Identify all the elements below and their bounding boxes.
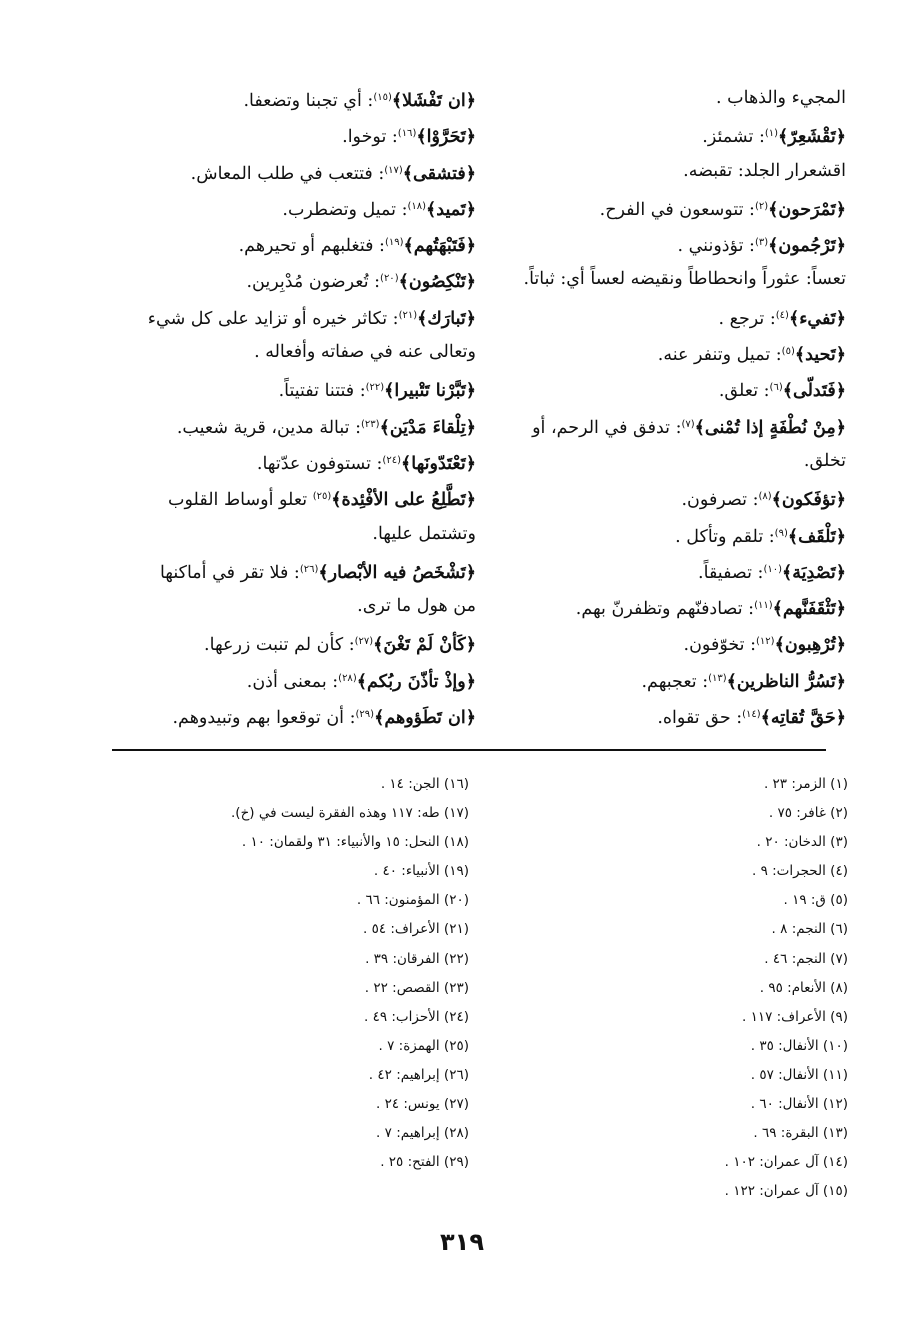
entry-line	[101, 624, 476, 660]
footnote: (٢١) الأعراف: ٥٤ .	[362, 921, 469, 938]
gloss-text: : فتتنا تفتيتاً.	[278, 381, 366, 402]
footnote-ref: (٢٢)	[365, 382, 385, 394]
continuation-text: تعساً: عثوراً وانحطاطاً ونقيضه لعساً أي: ثباتاً.	[523, 269, 846, 290]
gloss-text: : تشمئز.	[702, 127, 765, 148]
entry-line	[101, 334, 476, 370]
entry-line	[101, 516, 476, 552]
footnote-ref: (٢٩)	[355, 709, 375, 721]
footnote-ref: (٢٦)	[299, 563, 319, 575]
gloss-text: : تعلق.	[718, 381, 770, 402]
footnote: (٢٨) إبراهيم: ٧ .	[376, 1125, 469, 1142]
footnote-ref: (١٦)	[397, 128, 417, 140]
footnote: (٢) غافر: ٧٥ .	[768, 805, 848, 822]
footnotes-column-right	[548, 770, 848, 1206]
footnote-ref: (٤)	[775, 309, 789, 321]
quranic-term: ﴿تَميد﴾	[426, 199, 476, 220]
entry-line	[496, 516, 846, 552]
quranic-term: ﴿تَثْقَفَنَّهم﴾	[772, 599, 846, 620]
footnote-ref: (٢٤)	[382, 454, 401, 466]
quranic-term: ﴿كَأنْ لَمْ تَغْنَ﴾	[373, 635, 476, 656]
footnote: (٢٣) القصص: ٢٢ .	[364, 979, 469, 996]
footnote-ref: (٢)	[754, 200, 769, 212]
entry-line	[101, 225, 476, 261]
entry-line	[496, 334, 846, 370]
gloss-text: : تتوسعون في الفرح.	[599, 199, 755, 220]
gloss-text: : تكاثر خيره أو تزايد على كل شيء	[147, 308, 399, 329]
gloss-text: : تبالة مدين، قرية شعيب.	[176, 417, 361, 438]
gloss-text: : فتغلبهم أو تحيرهم.	[238, 236, 385, 257]
footnote-ref: (٦)	[769, 382, 783, 394]
entry-line	[496, 443, 846, 479]
entry-line	[101, 261, 476, 297]
gloss-text: : ترجع .	[718, 308, 776, 329]
gloss-text: : تدفق في الرحم، أو	[532, 417, 682, 438]
quranic-term: ﴿تَطَّلِعُ على الأفْئِدة﴾	[331, 490, 476, 511]
quranic-term: ﴿تَقْشَعِرّ﴾	[778, 127, 846, 148]
gloss-text: : تعجبهم.	[641, 671, 709, 692]
gloss-text: : أي تجبنا وتضعفا.	[243, 91, 374, 111]
footnote-ref: (١٧)	[384, 164, 403, 176]
entry-line	[101, 697, 476, 733]
footnote: (٣) الدخان: ٢٠ .	[756, 834, 848, 851]
footnote-ref: (٧)	[681, 418, 695, 430]
continuation-text: اقشعرار الجلد: تقبضه.	[683, 160, 846, 181]
quranic-term: ﴿حَقَّ تُقاتِه﴾	[760, 708, 846, 729]
entry-line	[496, 661, 846, 697]
gloss-text: : تؤذونني .	[677, 236, 755, 257]
entry-line	[496, 479, 846, 515]
gloss-text: : كأن لم تنبت زرعها.	[204, 635, 355, 656]
entry-line	[496, 80, 846, 116]
entry-line	[101, 407, 476, 443]
footnote-ref: (١٩)	[384, 237, 404, 249]
footnote-ref: (١٠)	[763, 563, 782, 575]
entry-line	[496, 624, 846, 660]
quranic-term: ﴿تَبَّرْنا تَتْبيرا﴾	[384, 381, 476, 402]
entry-line	[496, 588, 846, 624]
footnote-ref: (٢٧)	[354, 636, 374, 648]
footnote-ref: (٢٣)	[361, 418, 380, 430]
entry-line	[496, 261, 846, 297]
entry-line	[496, 189, 846, 225]
quranic-term: ﴿تَلْقَف﴾	[787, 526, 846, 547]
entry-line	[496, 552, 846, 588]
continuation-text: تخلق.	[803, 450, 846, 471]
footnote: (١٩) الأنبياء: ٤٠ .	[373, 863, 469, 880]
entry-line	[496, 697, 846, 733]
quranic-term: ﴿تَنْكِصُون﴾	[398, 272, 476, 293]
footnote: (٧) النجم: ٤٦ .	[764, 950, 848, 967]
gloss-text: : تلقم وتأكل .	[675, 526, 775, 547]
entry-line	[496, 370, 846, 406]
body-column-right	[496, 80, 846, 733]
footnote: (٢٩) الفتح: ٢٥ .	[380, 1154, 469, 1171]
footnote: (٢٢) الفرقان: ٣٩ .	[365, 950, 469, 967]
entry-line	[101, 588, 476, 624]
footnote: (١٣) البقرة: ٦٩ .	[753, 1125, 848, 1142]
footnote: (٦) النجم: ٨ .	[771, 921, 848, 938]
footnote: (٩) الأعراف: ١١٧ .	[741, 1008, 848, 1025]
footnote-ref: (٢٠)	[380, 273, 399, 285]
quranic-term: ﴿فَتَبْهَتُهم﴾	[403, 236, 476, 257]
quranic-term: ﴿فتشقى﴾	[402, 163, 476, 184]
gloss-text: : فتتعب في طلب المعاش.	[190, 163, 385, 184]
footnote: (١٨) النحل: ١٥ والأنبياء: ٣١ ولقمان: ١٠ .	[241, 834, 469, 851]
footnote-ref: (١١)	[754, 600, 773, 612]
footnote-ref: (٥)	[781, 346, 795, 358]
quranic-term: ﴿ان تَطَؤوهم﴾	[374, 708, 476, 729]
entry-line	[101, 153, 476, 189]
gloss-text: : بمعنى أذن.	[246, 671, 339, 692]
footnote-ref: (٢١)	[398, 309, 418, 321]
entry-line	[101, 298, 476, 334]
footnote-ref: (١٤)	[742, 709, 761, 721]
entry-line	[101, 552, 476, 588]
gloss-text: : تميل وتنفر عنه.	[657, 345, 782, 366]
footnote: (٤) الحجرات: ٩ .	[751, 863, 848, 880]
quranic-term: ﴿تؤفَكون﴾	[771, 490, 846, 511]
footnote: (١٥) آل عمران: ١٢٢ .	[724, 1183, 848, 1200]
quranic-term: ﴿مِنْ نُطْفَةٍ إذا تُمْنى﴾	[694, 417, 846, 438]
entry-line	[101, 189, 476, 225]
gloss-text: : تصادفنّهم وتظفرنّ بهم.	[575, 599, 755, 620]
footnote-divider	[112, 749, 826, 751]
footnote: (٢٥) الهمزة: ٧ .	[378, 1037, 469, 1054]
entry-line	[101, 80, 476, 116]
footnote-ref: (١٨)	[407, 200, 427, 212]
gloss-text: : تُعرضون مُدْبِرين.	[246, 272, 381, 293]
quranic-term: ﴿فَتَدلّى﴾	[782, 381, 846, 402]
gloss-text: : تستوفون عدّتها.	[256, 453, 383, 474]
footnote: (٨) الأنعام: ٩٥ .	[759, 979, 848, 996]
gloss-text: : تصفيقاً.	[698, 562, 764, 583]
footnote-ref: (١٣)	[708, 672, 727, 684]
quranic-term: ﴿تَفيء﴾	[788, 308, 846, 329]
quranic-term: ﴿ان تَفْشَلا﴾	[391, 91, 476, 111]
footnotes-column-left	[109, 770, 469, 1177]
body-column-left	[101, 80, 476, 733]
footnote: (١١) الأنفال: ٥٧ .	[750, 1066, 848, 1083]
page-number: ٣١٩	[440, 1228, 484, 1256]
entry-line	[101, 479, 476, 515]
footnote: (٢٧) يونس: ٢٤ .	[375, 1096, 469, 1113]
footnote: (١) الزمر: ٢٣ .	[763, 776, 848, 792]
footnote: (٢٦) إبراهيم: ٤٢ .	[368, 1066, 469, 1083]
gloss-text: : فلا تقر في أماكنها	[159, 562, 300, 583]
quranic-term: ﴿تِلْقاءَ مَدْيَن﴾	[379, 417, 476, 438]
quranic-term: ﴿تَمْرَحون﴾	[768, 199, 846, 220]
entry-line	[496, 225, 846, 261]
gloss-text: : أن توقعوا بهم وتبيدوهم.	[172, 708, 356, 729]
quranic-term: ﴿تَحيد﴾	[794, 345, 846, 366]
entry-line	[101, 443, 476, 479]
entry-line	[496, 153, 846, 189]
footnote: (١٦) الجن: ١٤ .	[380, 776, 469, 792]
footnote-ref: (٩)	[774, 527, 788, 539]
continuation-text: من هول ما ترى.	[357, 596, 476, 617]
footnote: (٢٠) المؤمنون: ٦٦ .	[356, 892, 469, 909]
quranic-term: ﴿تَحَرَّوْا﴾	[416, 127, 476, 148]
footnote: (١٤) آل عمران: ١٠٢ .	[724, 1154, 848, 1171]
footnote: (١٧) طه: ١١٧ وهذه الفقرة ليست في (خ).	[231, 805, 469, 822]
quranic-term: ﴿تَشْخَصُ فيه الأبْصار﴾	[318, 562, 476, 583]
quranic-term: ﴿تَبارَك﴾	[417, 308, 476, 329]
footnote-ref: (١٥)	[373, 92, 392, 103]
footnote-ref: (٣)	[754, 237, 769, 249]
quranic-term: ﴿وإذْ تأذّنَ ربُكم﴾	[356, 671, 476, 692]
quranic-term: ﴿تَعْتَدّونَها﴾	[400, 453, 476, 474]
footnote: (١٠) الأنفال: ٣٥ .	[750, 1037, 848, 1054]
quranic-term: ﴿تُرْهِبون﴾	[774, 635, 846, 656]
gloss-text: : تميل وتضطرب.	[282, 199, 408, 220]
footnote-ref: (١٢)	[756, 636, 775, 648]
gloss-text: : حق تقواه.	[657, 708, 743, 729]
footnote: (٥) ق: ١٩ .	[783, 892, 848, 909]
continuation-text: المجيء والذهاب .	[716, 88, 846, 108]
gloss-text: : تخوّفون.	[683, 635, 756, 656]
continuation-text: وتشتمل عليها.	[372, 523, 476, 544]
entry-line	[496, 407, 846, 443]
quranic-term: ﴿تَسُرُّ الناظرين﴾	[726, 671, 846, 692]
footnote-ref: (٨)	[758, 491, 772, 503]
gloss-text: تعلو أوساط القلوب	[168, 490, 313, 511]
footnote: (١٢) الأنفال: ٦٠ .	[750, 1096, 848, 1113]
entry-line	[496, 116, 846, 152]
quranic-term: ﴿تَرْجُمون﴾	[768, 236, 846, 257]
footnote-ref: (٢٨)	[338, 672, 357, 684]
footnote-ref: (٢٥)	[312, 491, 332, 503]
entry-line	[101, 116, 476, 152]
footnote: (٢٤) الأحزاب: ٤٩ .	[363, 1008, 469, 1025]
footnote-ref: (١)	[764, 128, 779, 140]
gloss-text: : تصرفون.	[681, 490, 759, 511]
entry-line	[496, 298, 846, 334]
quranic-term: ﴿تَصْدِيَة﴾	[782, 562, 846, 583]
entry-line	[101, 370, 476, 406]
gloss-text: : توخوا.	[342, 127, 398, 148]
continuation-text: وتعالى عنه في صفاته وأفعاله .	[254, 342, 476, 363]
entry-line	[101, 661, 476, 697]
